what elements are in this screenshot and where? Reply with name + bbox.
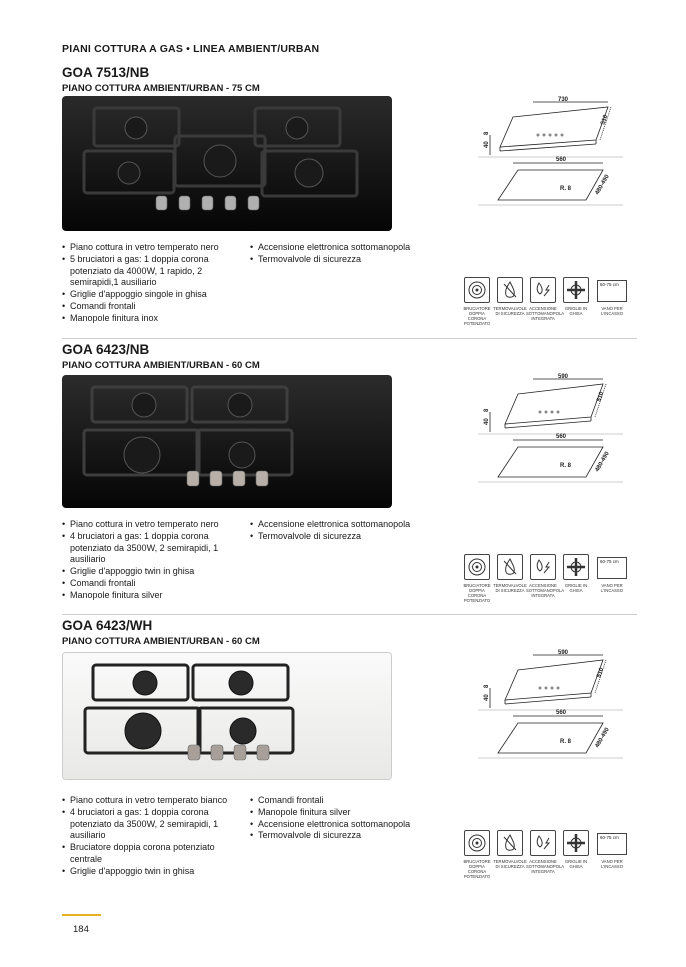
section-divider bbox=[62, 338, 637, 339]
niche-range: 60-75 cm bbox=[600, 835, 619, 840]
dim-radius: R. 8 bbox=[560, 739, 572, 745]
page-accent-line bbox=[62, 914, 101, 916]
dim-height: 40 bbox=[484, 418, 490, 425]
page-header-title: PIANI COTTURA A GAS • LINEA AMBIENT/URBAN bbox=[62, 43, 320, 55]
dim-width: 730 bbox=[558, 97, 569, 103]
product-model: GOA 7513/NB bbox=[62, 65, 150, 80]
double-crown-burner-icon bbox=[464, 830, 490, 856]
features-list-right bbox=[250, 519, 430, 543]
feature-item: • 5 bruciatori a gas: 1 doppia corona potenziato da 4000W, 1 rapido, 2 semirapidi,1 ausiliario bbox=[62, 254, 247, 289]
double-crown-burner-icon bbox=[464, 554, 490, 580]
feature-item: • 4 bruciatori a gas: 1 doppia corona potenziato da 3500W, 2 semirapidi, 1 ausiliario bbox=[62, 531, 247, 566]
niche-range: 60-75 cm bbox=[600, 559, 619, 564]
features-list-right bbox=[250, 795, 430, 842]
feature-item: • Piano cottura in vetro temperato nero bbox=[62, 242, 247, 254]
dim-height: 40 bbox=[484, 141, 490, 148]
product-model: GOA 6423/NB bbox=[62, 342, 150, 357]
product-subtitle: PIANO COTTURA AMBIENT/URBAN - 75 CM bbox=[62, 83, 260, 94]
dim-cut-depth: 480-490 bbox=[594, 450, 611, 473]
feature-item: • Accensione elettronica sottomanopola bbox=[250, 819, 430, 831]
feature-item: • Piano cottura in vetro temperato bianco bbox=[62, 795, 247, 807]
icon-label: TERMOVALVOLE DI SICUREZZA bbox=[493, 583, 527, 593]
dim-height2: 8 bbox=[484, 684, 490, 688]
hob-image bbox=[62, 96, 392, 231]
feature-item: • Termovalvole di sicurezza bbox=[250, 254, 430, 266]
feature-item: • Piano cottura in vetro temperato nero bbox=[62, 519, 247, 531]
feature-item: • Comandi frontali bbox=[250, 795, 430, 807]
feature-item: • Comandi frontali bbox=[62, 301, 247, 313]
niche-icon bbox=[597, 833, 627, 855]
feature-item: • Accensione elettronica sottomanopola bbox=[250, 519, 430, 531]
ignition-icon bbox=[530, 554, 556, 580]
double-crown-burner-icon bbox=[464, 277, 490, 303]
features-icons bbox=[464, 554, 636, 616]
dim-radius: R. 8 bbox=[560, 463, 572, 469]
dim-width: 590 bbox=[558, 650, 569, 656]
dim-cut-width: 560 bbox=[556, 157, 567, 163]
dim-cut-depth: 480-490 bbox=[594, 726, 611, 749]
dim-cut-depth: 480-490 bbox=[594, 173, 611, 196]
product-model: GOA 6423/WH bbox=[62, 618, 153, 633]
dim-cut-width: 560 bbox=[556, 710, 567, 716]
thermovalve-icon bbox=[497, 830, 523, 856]
cast-iron-grid-icon bbox=[563, 277, 589, 303]
dimensions-drawing bbox=[478, 648, 623, 763]
icon-label: BRUCIATORE DOPPIA CORONA POTENZIATO bbox=[463, 306, 491, 326]
feature-item: • Manopole finitura silver bbox=[250, 807, 430, 819]
ignition-icon bbox=[530, 830, 556, 856]
feature-item: • Griglie d'appoggio twin in ghisa bbox=[62, 566, 247, 578]
dim-height2: 8 bbox=[484, 131, 490, 135]
dim-height2: 8 bbox=[484, 408, 490, 412]
icon-label: GRIGLIE IN GHISA bbox=[564, 583, 588, 593]
icon-label: GRIGLIE IN GHISA bbox=[564, 306, 588, 316]
dim-width: 590 bbox=[558, 374, 569, 380]
feature-item: • Termovalvole di sicurezza bbox=[250, 531, 430, 543]
feature-item: • 4 bruciatori a gas: 1 doppia corona potenziato da 3500W, 2 semirapidi, 1 ausiliario bbox=[62, 807, 247, 842]
features-list-right bbox=[250, 242, 430, 266]
product-subtitle: PIANO COTTURA AMBIENT/URBAN - 60 CM bbox=[62, 360, 260, 371]
icon-label: ACCENSIONE SOTTOMANOPOLA INTEGRATA bbox=[526, 859, 565, 874]
icon-label: VANO PER L'INCASSO bbox=[601, 859, 623, 869]
niche-range: 60-75 cm bbox=[600, 282, 619, 287]
feature-item: • Manopole finitura silver bbox=[62, 590, 247, 602]
cast-iron-grid-icon bbox=[563, 830, 589, 856]
icon-label: BRUCIATORE DOPPIA CORONA POTENZIATO bbox=[463, 583, 491, 603]
feature-item: • Bruciatore doppia corona potenziato centrale bbox=[62, 842, 247, 866]
icon-label: BRUCIATORE DOPPIA CORONA POTENZIATO bbox=[463, 859, 491, 879]
thermovalve-icon bbox=[497, 277, 523, 303]
dim-depth: 510 bbox=[596, 391, 606, 403]
product-subtitle: PIANO COTTURA AMBIENT/URBAN - 60 CM bbox=[62, 636, 260, 647]
features-list-left bbox=[62, 519, 247, 602]
dim-depth: 510 bbox=[600, 114, 610, 126]
hob-image bbox=[62, 652, 392, 780]
icon-label: TERMOVALVOLE DI SICUREZZA bbox=[493, 306, 527, 316]
dim-radius: R. 8 bbox=[560, 186, 572, 192]
icon-label: VANO PER L'INCASSO bbox=[601, 583, 623, 593]
features-list-left bbox=[62, 795, 247, 878]
dimensions-drawing bbox=[478, 372, 623, 487]
icon-label: GRIGLIE IN GHISA bbox=[564, 859, 588, 869]
dim-depth: 510 bbox=[596, 667, 606, 679]
feature-item: • Comandi frontali bbox=[62, 578, 247, 590]
features-list-left bbox=[62, 242, 247, 325]
feature-item: • Accensione elettronica sottomanopola bbox=[250, 242, 430, 254]
feature-item: • Termovalvole di sicurezza bbox=[250, 830, 430, 842]
page-number: 184 bbox=[73, 924, 89, 935]
feature-item: • Griglie d'appoggio twin in ghisa bbox=[62, 866, 247, 878]
dimensions-drawing bbox=[478, 95, 623, 210]
features-icons bbox=[464, 830, 636, 892]
icon-label: VANO PER L'INCASSO bbox=[601, 306, 623, 316]
dim-cut-width: 560 bbox=[556, 434, 567, 440]
icon-label: ACCENSIONE SOTTOMANOPOLA INTEGRATA bbox=[526, 583, 565, 598]
section-divider bbox=[62, 614, 637, 615]
icon-label: ACCENSIONE SOTTOMANOPOLA INTEGRATA bbox=[526, 306, 565, 321]
ignition-icon bbox=[530, 277, 556, 303]
thermovalve-icon bbox=[497, 554, 523, 580]
niche-icon bbox=[597, 557, 627, 579]
icon-label: TERMOVALVOLE DI SICUREZZA bbox=[493, 859, 527, 869]
niche-icon bbox=[597, 280, 627, 302]
cast-iron-grid-icon bbox=[563, 554, 589, 580]
features-icons bbox=[464, 277, 636, 339]
dim-height: 40 bbox=[484, 694, 490, 701]
hob-image bbox=[62, 375, 392, 508]
feature-item: • Manopole finitura inox bbox=[62, 313, 247, 325]
feature-item: • Griglie d'appoggio singole in ghisa bbox=[62, 289, 247, 301]
